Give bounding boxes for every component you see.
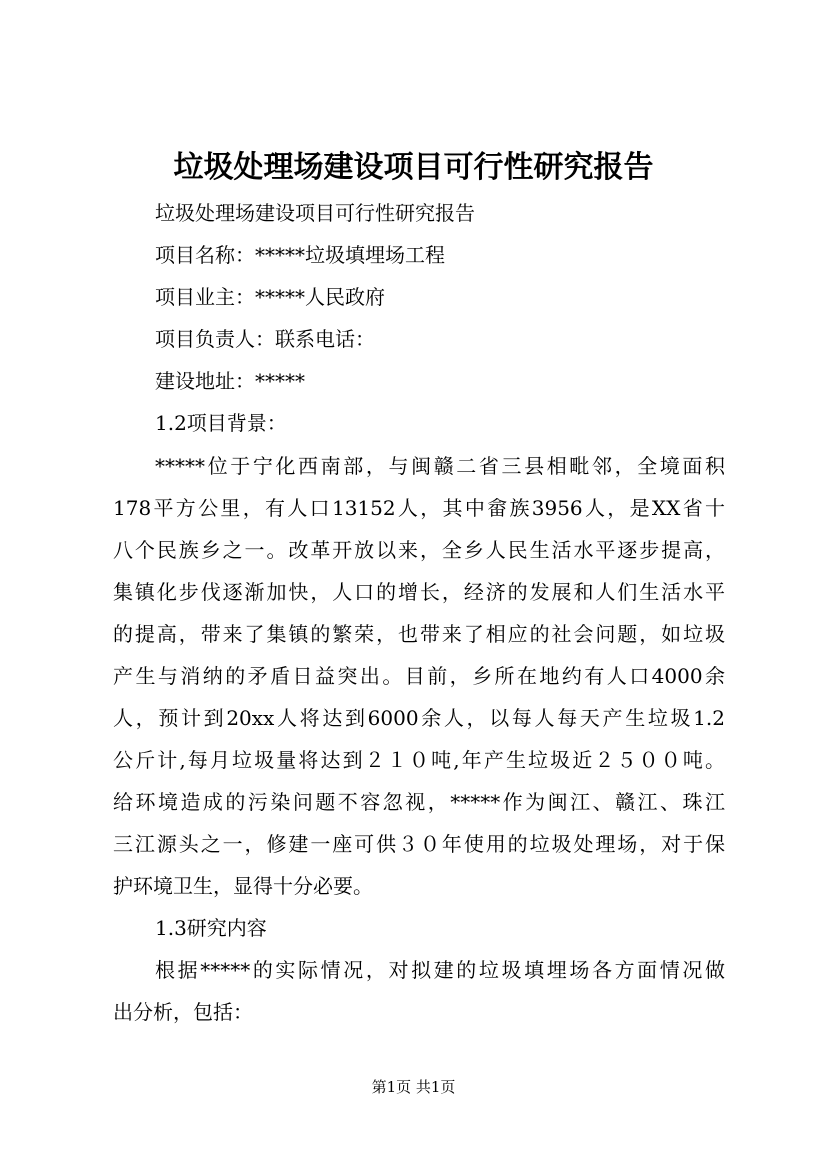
section-heading-research: 1.3研究内容 xyxy=(155,916,267,940)
page-footer: 第1页 共1页 xyxy=(371,1078,456,1096)
subtitle-line: 垃圾处理场建设项目可行性研究报告 xyxy=(155,201,475,225)
paragraph-line: 护环境卫生，显得十分必要。 xyxy=(113,874,373,898)
project-owner-line: 项目业主：*****人民政府 xyxy=(155,285,385,309)
paragraph-line: 三江源头之一，修建一座可供３０年使用的垃圾处理场，对于保 xyxy=(113,832,725,856)
document-title: 垃圾处理场建设项目可行性研究报告 xyxy=(173,150,654,185)
paragraph-line: 的提高，带来了集镇的繁荣，也带来了相应的社会问题，如垃圾 xyxy=(113,622,725,646)
paragraph-line: *****位于宁化西南部，与闽赣二省三县相毗邻，全境面积 xyxy=(155,454,725,478)
paragraph-line: 人，预计到20xx人将达到6000余人，以每人每天产生垃圾1.2 xyxy=(113,706,725,730)
paragraph-line: 178平方公里，有人口13152人，其中畲族3956人，是XX省十 xyxy=(113,496,725,520)
paragraph-line: 集镇化步伐逐渐加快，人口的增长，经济的发展和人们生活水平 xyxy=(113,580,725,604)
paragraph-line: 产生与消纳的矛盾日益突出。目前，乡所在地约有人口4000余 xyxy=(113,664,725,688)
paragraph-line: 公斤计,每月垃圾量将达到２１０吨,年产生垃圾近２５００吨。 xyxy=(113,748,725,772)
paragraph-line: 根据*****的实际情况，对拟建的垃圾填埋场各方面情况做 xyxy=(155,958,725,982)
project-name-line: 项目名称：*****垃圾填埋场工程 xyxy=(155,243,445,267)
site-address-line: 建设地址：***** xyxy=(155,369,305,393)
paragraph-line: 八个民族乡之一。改革开放以来，全乡人民生活水平逐步提高， xyxy=(113,538,725,562)
section-heading-background: 1.2项目背景： xyxy=(155,411,287,435)
paragraph-line: 出分析，包括： xyxy=(113,1000,253,1024)
paragraph-line: 给环境造成的污染问题不容忽视，*****作为闽江、赣江、珠江 xyxy=(113,790,725,814)
project-lead-line: 项目负责人：联系电话： xyxy=(155,327,375,351)
